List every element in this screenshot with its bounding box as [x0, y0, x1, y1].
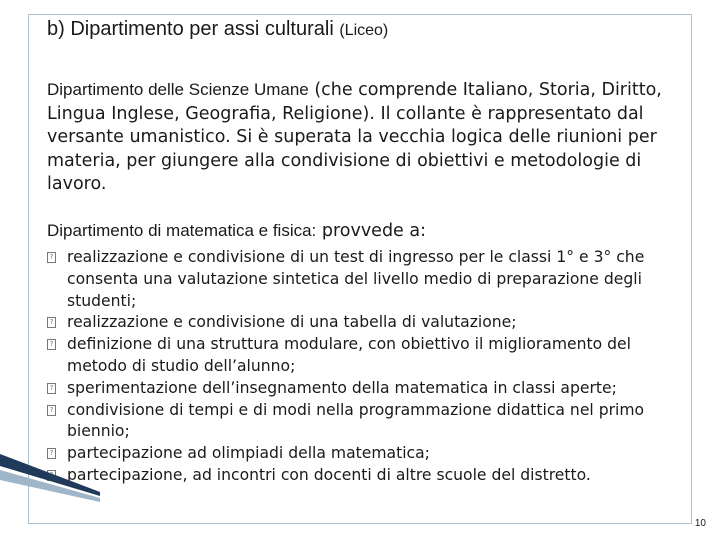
list-item: [47, 247, 687, 312]
list-item-text: realizzazione e condivisione di una tabella di valutazione;: [67, 313, 517, 332]
list-item: [47, 334, 687, 378]
list-item-text: condivisione di tempi e di modi nella programmazione didattica nel primo biennio;: [67, 400, 645, 441]
slide-title: [47, 18, 388, 41]
paragraph-matematica-fisica: [47, 219, 687, 244]
item-list: [47, 247, 687, 487]
page-number: 10: [694, 518, 706, 529]
list-item: [47, 443, 687, 465]
list-item: [47, 465, 687, 487]
paragraph-heading: Dipartimento di matematica e fisica:: [47, 221, 317, 240]
list-item-text: sperimentazione dell’insegnamento della matematica in classi aperte;: [67, 378, 617, 397]
corner-decoration: [0, 440, 100, 540]
list-item-text: definizione di una struttura modulare, con obiettivo il miglioramento del metodo di studio dell’alunno;: [67, 335, 631, 375]
list-item: [47, 312, 687, 334]
bullet-icon: ?: [47, 448, 56, 459]
title-main: b) Dipartimento per assi culturali: [47, 18, 340, 40]
list-item-text: partecipazione, ad incontri con docenti di altre scuole del distretto.: [67, 465, 591, 484]
bullet-icon: ?: [47, 405, 56, 416]
list-item: [47, 378, 687, 400]
list-item: [47, 400, 687, 444]
bullet-icon: ?: [47, 317, 56, 328]
bullet-icon: ?: [47, 339, 56, 350]
paragraph-text: provvede a:: [316, 221, 427, 241]
bullet-icon: ?: [47, 383, 56, 394]
list-item-text: partecipazione ad olimpiadi della matematica;: [67, 444, 430, 463]
paragraph-scienze-umane: [47, 78, 687, 197]
paragraph-text: (che comprende Italiano, Storia, Diritto, Lingua Inglese, Geografia, Religione). Il collante è rappresentato dal versante umanistico. Si è superata la vecchia logica delle riunioni per materia, per giungere alla condivisione di obiettivi e metodologie di lavoro.: [47, 80, 662, 195]
title-suffix: (Liceo): [339, 22, 389, 39]
list-item-text: realizzazione e condivisione di un test di ingresso per le classi 1° e 3° che consenta una valutazione sintetica del livello medio di preparazione degli studenti;: [67, 248, 645, 310]
bullet-icon: ?: [47, 252, 56, 263]
paragraph-heading: Dipartimento delle Scienze Umane: [47, 80, 309, 99]
